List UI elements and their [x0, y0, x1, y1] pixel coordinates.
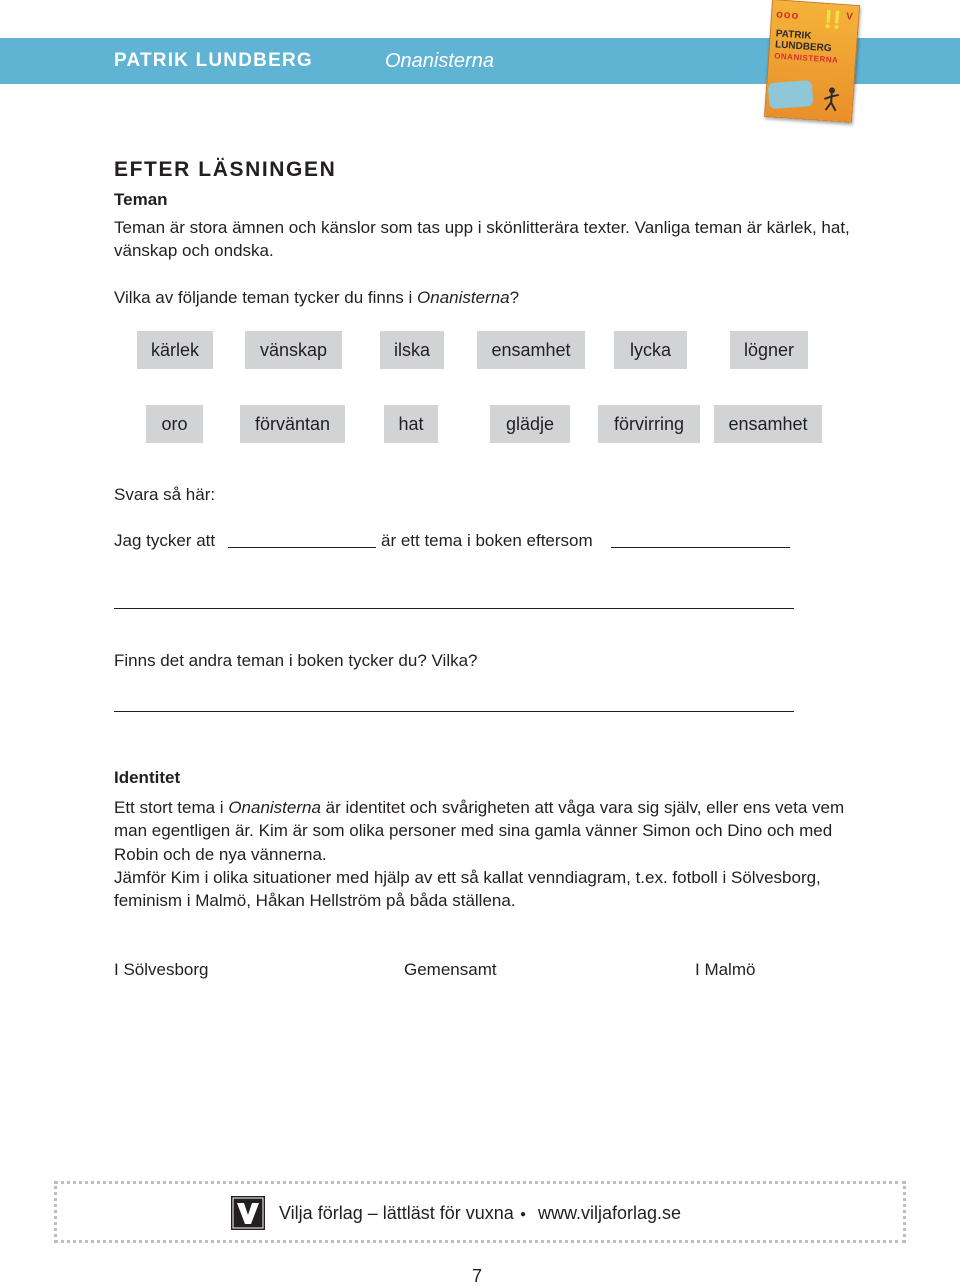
theme-chip-forvirring: förvirring [598, 405, 700, 443]
other-themes-question: Finns det andra teman i boken tycker du? Vilka? [114, 651, 478, 670]
page-number: 7 [472, 1266, 483, 1286]
identitet-prefix: Ett stort tema i [114, 798, 229, 817]
theme-chip-ilska: ilska [380, 331, 444, 369]
teman-intro: Teman är stora ämnen och känslor som tas upp i skönlitterära texter. Vanliga teman är kärlek, hat, vänskap och ondska. [114, 218, 850, 260]
cover-exclamation-mark: !! [822, 3, 843, 35]
book-cover-image [764, 0, 860, 123]
section-heading: EFTER LÄSNINGEN [114, 158, 337, 181]
cover-title: ONANISTERNA [773, 51, 839, 65]
answer-blank-line[interactable] [114, 608, 794, 609]
teman-heading: Teman [114, 190, 168, 209]
venn-label-malmo: I Malmö [695, 960, 756, 979]
question-prefix: Vilka av följande teman tycker du finns i [114, 288, 418, 307]
identitet-text [114, 796, 874, 912]
theme-question [114, 286, 854, 309]
question-book-title: Onanisterna [417, 288, 510, 307]
sentence-part2: är ett tema i boken eftersom [381, 531, 593, 550]
cover-publisher-mark: V [845, 11, 854, 23]
question-suffix: ? [509, 288, 520, 307]
theme-chip-ensamhet-2: ensamhet [714, 405, 822, 443]
header-book-title: Onanisterna [385, 50, 494, 72]
venn-label-solvesborg: I Sölvesborg [114, 960, 209, 979]
theme-chip-ensamhet: ensamhet [477, 331, 585, 369]
other-themes-blank-line[interactable] [114, 711, 794, 712]
answer-label: Svara så här: [114, 485, 216, 504]
theme-chip-hat: hat [384, 405, 438, 443]
theme-chip-lycka: lycka [614, 331, 687, 369]
sentence-part1: Jag tycker att [114, 531, 216, 550]
identitet-instruction: Jämför Kim i olika situationer med hjälp av ett så kallat venndiagram, t.ex. fotboll i Sölvesborg, feminism i Malmö, Håkan Hellström på båda ställena. [114, 867, 821, 911]
footer-url-link[interactable]: www.viljaforlag.se [538, 1203, 682, 1223]
footer-bullet: ● [520, 1209, 527, 1220]
footer-publisher-text: Vilja förlag – lättläst för vuxna [279, 1203, 514, 1223]
theme-chip-logner: lögner [730, 331, 808, 369]
identitet-book-title: Onanisterna [228, 798, 321, 817]
theme-chip-forvantan: förväntan [240, 405, 345, 443]
theme-chip-karlek: kärlek [137, 331, 213, 369]
cover-graphic [768, 80, 814, 109]
vilja-logo-icon [231, 1196, 265, 1230]
cover-dots: ooo [775, 8, 800, 22]
cover-figure-icon [819, 86, 843, 113]
answer-blank-theme[interactable] [228, 547, 376, 548]
answer-blank-reason[interactable] [611, 547, 790, 548]
identitet-rest: är identitet och svårigheten att våga vara sig själv, eller ens veta vem man egentligen är. Kim är som olika personer med sina gamla vänner Simon och Dino och med Robin och de nya vännerna. [114, 798, 845, 864]
header-author: PATRIK LUNDBERG [114, 50, 313, 71]
vilja-logo [231, 1196, 265, 1230]
identitet-heading: Identitet [114, 768, 181, 787]
theme-chip-vanskap: vänskap [245, 331, 342, 369]
theme-chip-oro: oro [146, 405, 203, 443]
venn-label-gemensamt: Gemensamt [404, 960, 497, 979]
cover-author: PATRIK LUNDBERG [774, 28, 832, 55]
theme-chip-gladje: glädje [490, 405, 570, 443]
